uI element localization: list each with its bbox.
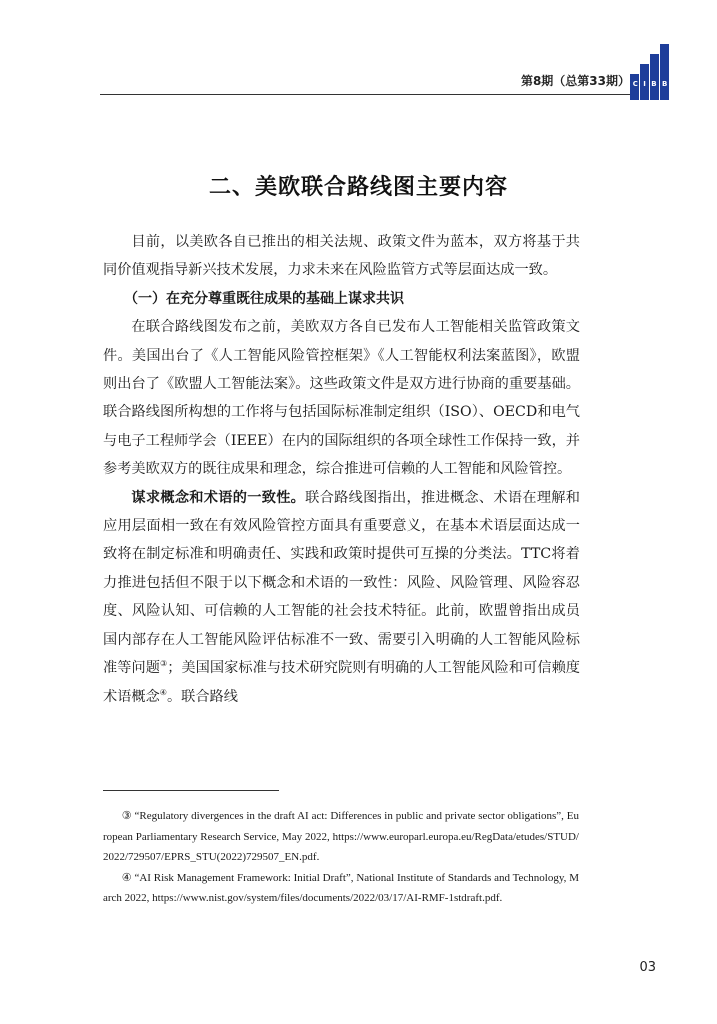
logo-bar (660, 44, 669, 100)
section-title: 二、美欧联合路线图主要内容 (208, 175, 508, 200)
paragraph (103, 484, 580, 711)
footnote: ④ “AI Risk Management Framework: Initial Draft”, National Institute of Standards and Technology, March 2022, https://www.nist.gov/system/files/documents/2022/03/17/AI-RMF-1stdraft.pdf. (103, 871, 579, 904)
subheading: （一）在充分尊重既往成果的基础上谋求共识 (124, 290, 404, 307)
logo-letter: C (632, 80, 638, 88)
logo-letter: I (643, 80, 646, 88)
page-number: 03 (639, 960, 656, 975)
paragraph-text: ；美国国家标准与技术研究院则有明确的人工智能风险和可信赖度术语概念 (103, 660, 580, 705)
header-rule (100, 94, 630, 95)
footnote-ref[interactable]: ④ (159, 687, 167, 697)
logo-letters (630, 80, 670, 88)
issue-label: 第8期（总第33期） (520, 74, 630, 88)
paragraph-text: 。联合路线 (166, 688, 238, 705)
body-text (103, 228, 580, 711)
footnote-rule (103, 790, 279, 791)
logo-letter: B (661, 80, 668, 88)
footnote: ③ “Regulatory divergences in the draft AI act: Differences in public and private sector obligations”, European Parliamentary Research Service, May 2022, https://www.europarl.europa.eu/RegData/etudes/STUD/2022/729507/EPRS_STU(2022)729507_EN.pdf. (103, 810, 579, 863)
logo-bar (650, 54, 659, 100)
footnotes (103, 806, 579, 909)
paragraph-text: 联合路线图指出，推进概念、术语在理解和应用层面相一致在有效风险管控方面具有重要意义，在基本术语层面达成一致将在制定标准和明确责任、实践和政策时提供可互操的分类法。TTC将着力推进包括但不限于以下概念和术语的一致性：风险、风险管理、风险容忍度、风险认知、可信赖的人工智能的社会技术特征。此前，欧盟曾指出成员国内部存在人工智能风险评估标准不一致、需要引入明确的人工智能风险标准等问题 (103, 489, 580, 677)
paragraph-lead: 谋求概念和术语的一致性。 (131, 489, 306, 506)
cibb-logo (630, 40, 670, 100)
paragraph: 目前，以美欧各自已推出的相关法规、政策文件为蓝本，双方将基于共同价值观指导新兴技术发展，力求未来在风险监管方式等层面达成一致。 (103, 234, 580, 279)
logo-letter: B (651, 80, 657, 88)
footnote-ref[interactable]: ③ (159, 659, 168, 669)
paragraph: 在联合路线图发布之前，美欧双方各自已发布人工智能相关监管政策文件。美国出台了《人工智能风险管控框架》《人工智能权利法案蓝图》，欧盟则出台了《欧盟人工智能法案》。这些政策文件是双方进行协商的重要基础。联合路线图所构想的工作将与包括国际标准制定组织（ISO）、OECD和电气与电子工程师学会（IEEE）在内的国际组织的各项全球性工作保持一致，并参考美欧双方的既往成果和理念，综合推进可信赖的人工智能和风险管控。 (103, 319, 580, 478)
